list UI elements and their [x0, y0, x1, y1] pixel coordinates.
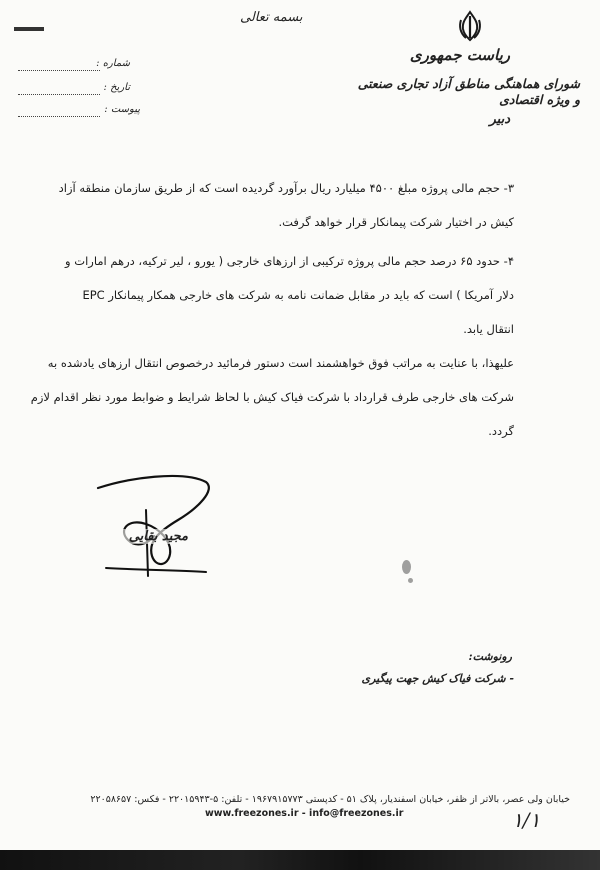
cc-title: رونوشت: [468, 650, 512, 663]
attachment-line [18, 116, 100, 117]
closing-line-2: شرکت های خارجی طرف قرارداد با شرکت فیاک کیش با لحاظ شرایط و ضوابط مورد نظر اقدام لازم [30, 390, 514, 404]
number-line [18, 70, 100, 71]
office-line-2: شورای هماهنگی مناطق آزاد تجاری صنعتی و ویژه اقتصادی [357, 76, 580, 107]
scan-edge [0, 850, 600, 870]
cc-item: - شرکت فیاک کیش جهت پیگیری [361, 672, 514, 685]
closing-line-1: علیهذا، با عنایت به مراتب فوق خواهشمند است دستور فرمائید درخصوص انتقال ارزهای یادشده به [47, 356, 514, 370]
date-line [18, 94, 100, 95]
handwritten-mark: ۱/۱ [512, 808, 541, 832]
footer-web: www.freezones.ir - info@freezones.ir [205, 808, 404, 819]
invocation: بسمه تعالی [240, 10, 303, 25]
office-line-3: دبیر [489, 112, 510, 127]
item3-line-1: ۳- حجم مالی پروژه مبلغ ۴۵۰۰ میلیارد ریال برآورد گردیده است که از طریق سازمان منطقه آزاد [58, 181, 514, 195]
date-label: تاریخ : [103, 82, 130, 93]
scan-speck [402, 560, 411, 574]
item4-line-2: دلار آمریکا ) است که باید در مقابل ضمانت نامه به شرکت های خارجی همکار پیمانکار EPC [82, 288, 514, 302]
handwritten-signature [88, 470, 218, 580]
number-label: شماره : [96, 58, 130, 69]
emblem-icon [457, 10, 483, 42]
attachment-label: پیوست : [104, 104, 140, 115]
office-line-1: ریاست جمهوری [409, 46, 510, 64]
scan-speck [408, 578, 413, 583]
item4-line-1: ۴- حدود ۶۵ درصد حجم مالی پروژه ترکیبی از ارزهای خارجی ( یورو ، لیر ترکیه، درهم امارات و [65, 254, 514, 268]
footer-address: خیابان ولی عصر، بالاتر از ظفر، خیابان اسفندیار، پلاک ۵۱ - کدپستی ۱۹۶۷۹۱۵۷۷۳ - تلفن: ۵-۲۲۰۱۵۹۴۳ - فکس: ۲۲۰۵۸۶۵۷ [90, 794, 570, 805]
edge-mark [14, 27, 44, 31]
item4-line-3: انتقال یابد. [463, 322, 514, 336]
signature-name: مجید بقایی [98, 529, 188, 544]
closing-line-3: گردد. [488, 424, 514, 438]
item3-line-2: کیش در اختیار شرکت پیمانکار قرار خواهد گرفت. [278, 215, 514, 229]
